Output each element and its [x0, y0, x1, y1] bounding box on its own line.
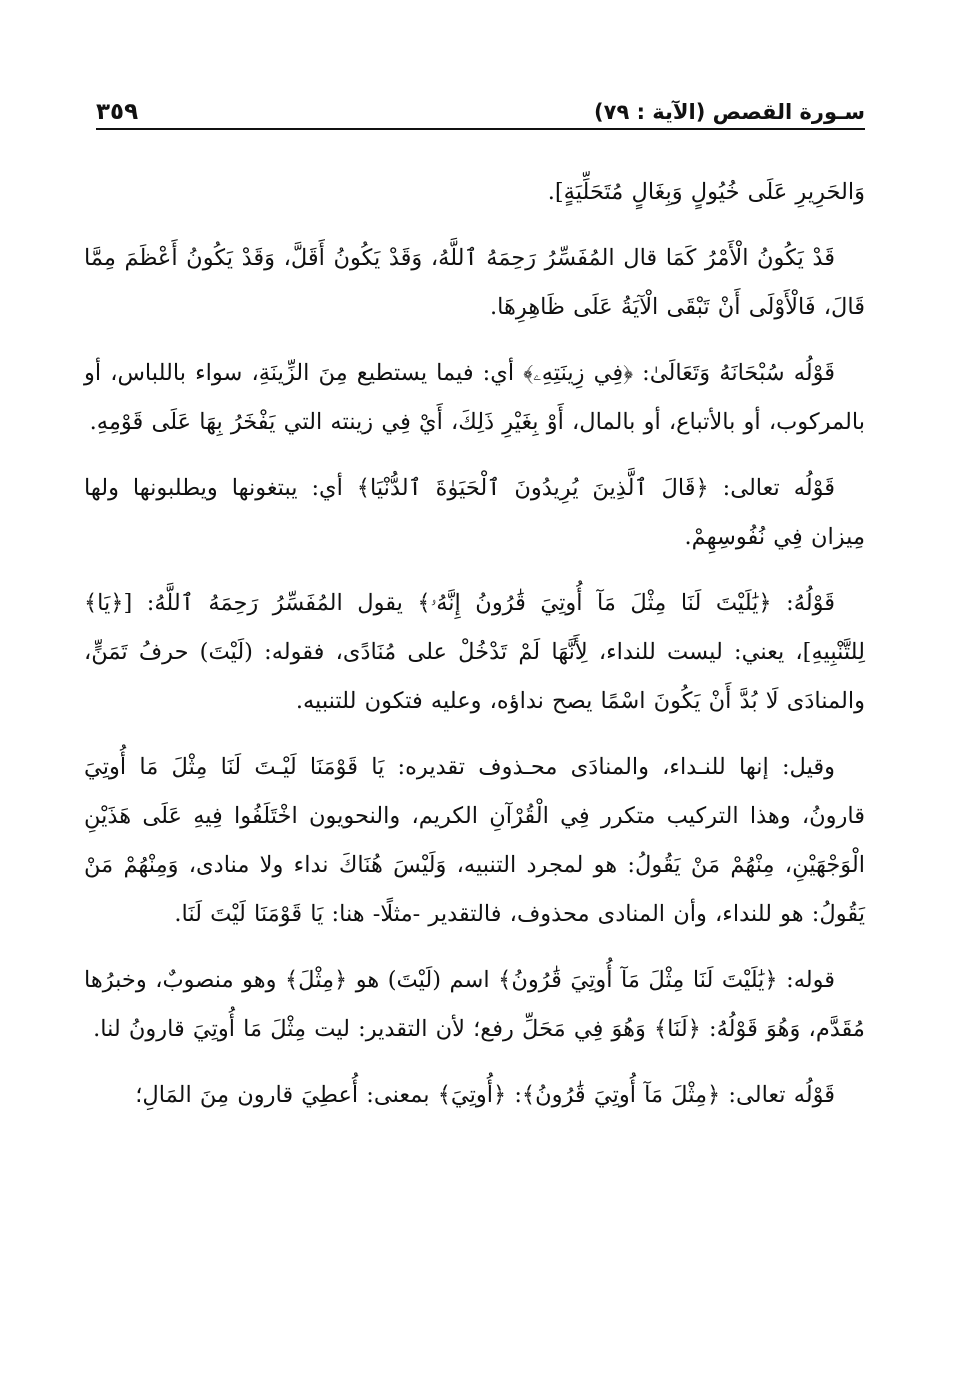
paragraph-8: قَوْلُه تعالى: ﴿مِثْلَ مَآ أُوتِيَ قَٰرُونُ﴾: ﴿أُوتِيَ﴾ بمعنى: أُعطِيَ قارون مِنَ المَالِ؛: [135, 1082, 835, 1108]
paragraph-4: قَوْلُه تعالى: ﴿قَالَ ٱلَّذِينَ يُرِيدُونَ ٱلْحَيَوٰةَ ٱلدُّنْيَا﴾ أي: يبتغونها ويطلبونها ولها مِيزان فِي نُفُوسِهِمْ.: [84, 475, 865, 550]
page-number: ٣٥٩: [96, 99, 139, 125]
surah-verse-header: سـورة القصص (الآية : ٧٩): [594, 100, 865, 124]
paragraph-2: قَدْ يَكُونُ الْأَمْرُ كَمَا قال المُفَسِّرُ رَحِمَهُ ٱللَّهُ، وَقَدْ يَكُونُ أَقَلَّ، وَقَدْ يَكُونُ أَعْظَمَ مِمَّا قَالَ، فَالْأَوْلَى أَنْ تَبْقَى الْآيَةُ عَلَى ظَاهِرِهَا.: [84, 245, 865, 320]
paragraph-6: وقيل: إنها للنـداء، والمنادَى محـذوف تقديره: يَا قَوْمَنَا لَيْـتَ لَنَا مِثْلَ مَا أُوتِيَ قارونُ، وهذا التركيب متكرر فِي الْقُرْآنِ الكريم، والنحويون اخْتَلَفُوا فِيهِ عَلَى هَذَيْنِ الْوَجْهَيْنِ، مِنْهُمْ مَنْ يَقُولُ: هو لمجرد التنبيه، وَلَيْسَ هُنَاكَ نداء ولا منادى، وَمِنْهُمْ مَنْ يَقُولُ: هو للنداء، وأن المنادى محذوف، فالتقدير -مثلًا- هنا: يَا قَوْمَنَا لَيْتَ لَنَا.: [84, 754, 865, 927]
header-divider: [96, 128, 865, 130]
paragraph-1: وَالحَرِيرِ عَلَى خُيُولٍ وَبِغَالٍ مُتَحَلِّيَةٍ].: [547, 179, 865, 205]
body-text: [84, 168, 865, 1137]
running-header: [96, 92, 865, 126]
paragraph-7: قوله: ﴿يَٰلَيْتَ لَنَا مِثْلَ مَآ أُوتِيَ قَٰرُونُ﴾ اسم (لَيْتَ) هو ﴿مِثْلَ﴾ وهو منصوبٌ، وخبرُها مُقَدَّم، وَهُوَ قَوْلُهُ: ﴿لَنَا﴾ وَهُوَ فِي مَحَلِّ رفع؛ لأن التقدير: ليت مِثْلَ مَا أُوتِيَ قارونُ لنا.: [84, 967, 865, 1042]
paragraph-3: قَوْلُه سُبْحَانَهُ وَتَعَالَىٰ: ﴿فِي زِينَتِهِۦ﴾ أي: فيما يستطيع مِنَ الزِّينَةِ، سواء باللباس، أو بالمركوب، أو بالأتباع، أو بالمال، أَوْ بِغَيْرِ ذَلِكَ، أَيْ فِي زينته التي يَفْخَرُ بِهَا عَلَى قَوْمِهِ.: [84, 360, 865, 435]
paragraph-5: قَوْلُهُ: ﴿يَٰلَيْتَ لَنَا مِثْلَ مَآ أُوتِيَ قَٰرُونُ إِنَّهُۥ﴾ يقول المُفَسِّرُ رَحِمَهُ ٱللَّهُ: [﴿يَا﴾ لِلتَّنْبِيهِ]، يعني: ليست للنداء، لِأَنَّهَا لَمْ تَدْخُلْ على مُنَادًى، فقوله: (لَيْتَ) حرفُ تَمَنٍّ، والمنادَى لَا بُدَّ أَنْ يَكُونَ اسْمًا يصح نداؤه، وعليه فتكون للتنبيه.: [84, 590, 865, 714]
